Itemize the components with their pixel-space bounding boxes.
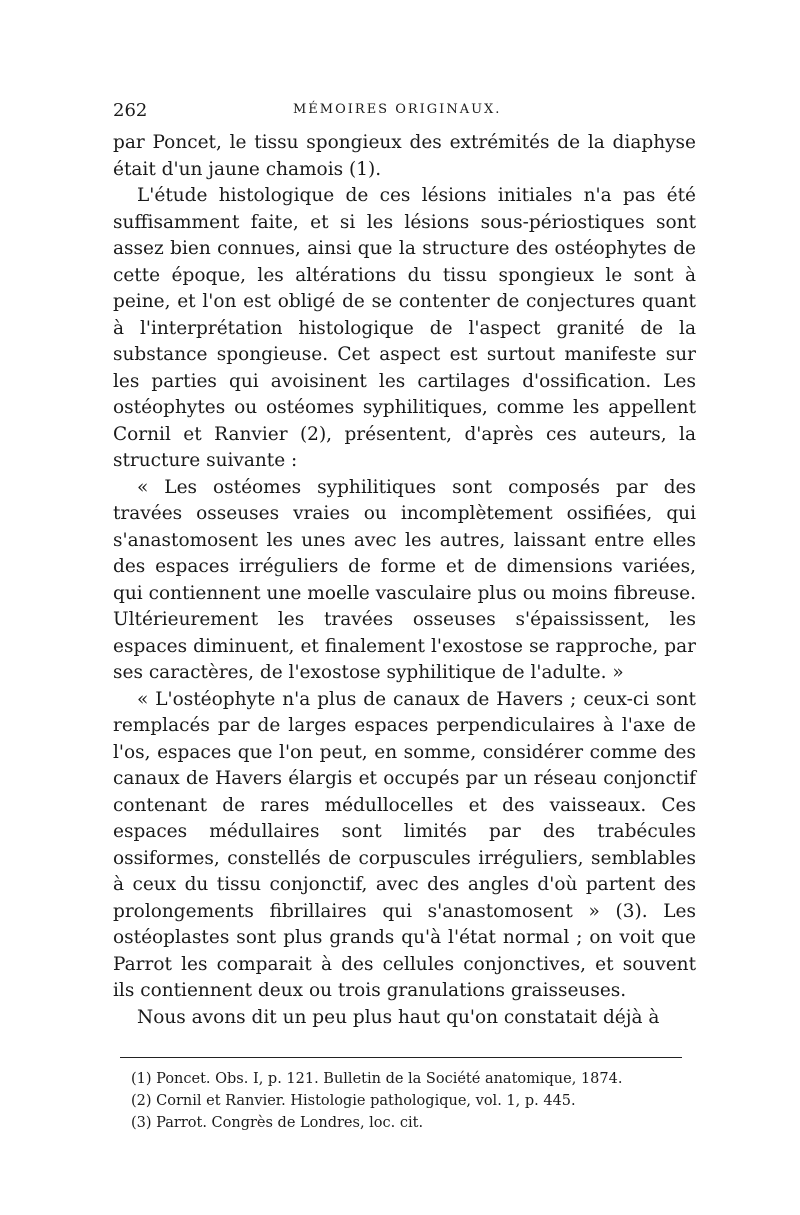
paragraph-histology: L'étude histologique de ces lésions initiales n'a pas été suffisamment faite, et si les lésions sous-périostiques sont assez bien connues, ainsi que la structure des ostéophytes de cette époque, les altérations du tissu spongieux le sont à peine, et l'on est obligé de se contenter de conjectures quant à l'interprétation histologique de l'aspect granité de la substance spongieuse. Cet aspect est surtout manifeste sur les parties qui avoisinent les cartilages d'ossification. Les ostéophytes ou ostéomes syphilitiques, comme les appellent Cornil et Ranvier (2), présentent, d'après ces auteurs, la structure suivante : [113,185,696,471]
body-text [113,130,696,1031]
footnote-divider [120,1057,682,1058]
footnote-2: (2) Cornil et Ranvier. Histologie pathologique, vol. 1, p. 445. [131,1093,576,1109]
paragraph-quote-osteomes: « Les ostéomes syphilitiques sont composés par des travées osseuses vraies ou incomplètement ossifiées, qui s'anastomosent les unes avec les autres, laissant entre elles des espaces irréguliers de forme et de dimensions variées, qui contiennent une moelle vasculaire plus ou moins fibreuse. Ultérieurement les travées osseuses s'épaississent, les espaces diminuent, et finalement l'exostose se rapproche, par ses caractères, de l'exostose syphilitique de l'adulte. » [113,476,696,683]
footnote-3: (3) Parrot. Congrès de Londres, loc. cit. [131,1115,424,1131]
footnotes [131,1068,691,1134]
page-number: 262 [113,100,148,121]
paragraph-final: Nous avons dit un peu plus haut qu'on constatait déjà à [137,1006,660,1028]
running-head: MÉMOIRES ORIGINAUX. [293,102,502,117]
page-header [113,100,693,124]
footnote-1: (1) Poncet. Obs. I, p. 121. Bulletin de la Société anatomique, 1874. [131,1071,623,1087]
paragraph-continuation: par Poncet, le tissu spongieux des extrémités de la diaphyse était d'un jaune chamois (1). [113,132,696,180]
paragraph-quote-osteophyte: « L'ostéophyte n'a plus de canaux de Havers ; ceux-ci sont remplacés par de larges espaces perpendiculaires à l'axe de l'os, espaces que l'on peut, en somme, considérer comme des canaux de Havers élargis et occupés par un réseau conjonctif contenant de rares médullocelles et des vaisseaux. Ces espaces médullaires sont limités par des trabécules ossiformes, constellés de corpuscules irréguliers, semblables à ceux du tissu conjonctif, avec des angles d'où partent des prolongements fibrillaires qui s'anastomosent » (3). Les ostéoplastes sont plus grands qu'à l'état normal ; on voit que Parrot les comparait à des cellules conjonctives, et souvent ils contiennent deux ou trois granulations graisseuses. [113,688,696,1001]
